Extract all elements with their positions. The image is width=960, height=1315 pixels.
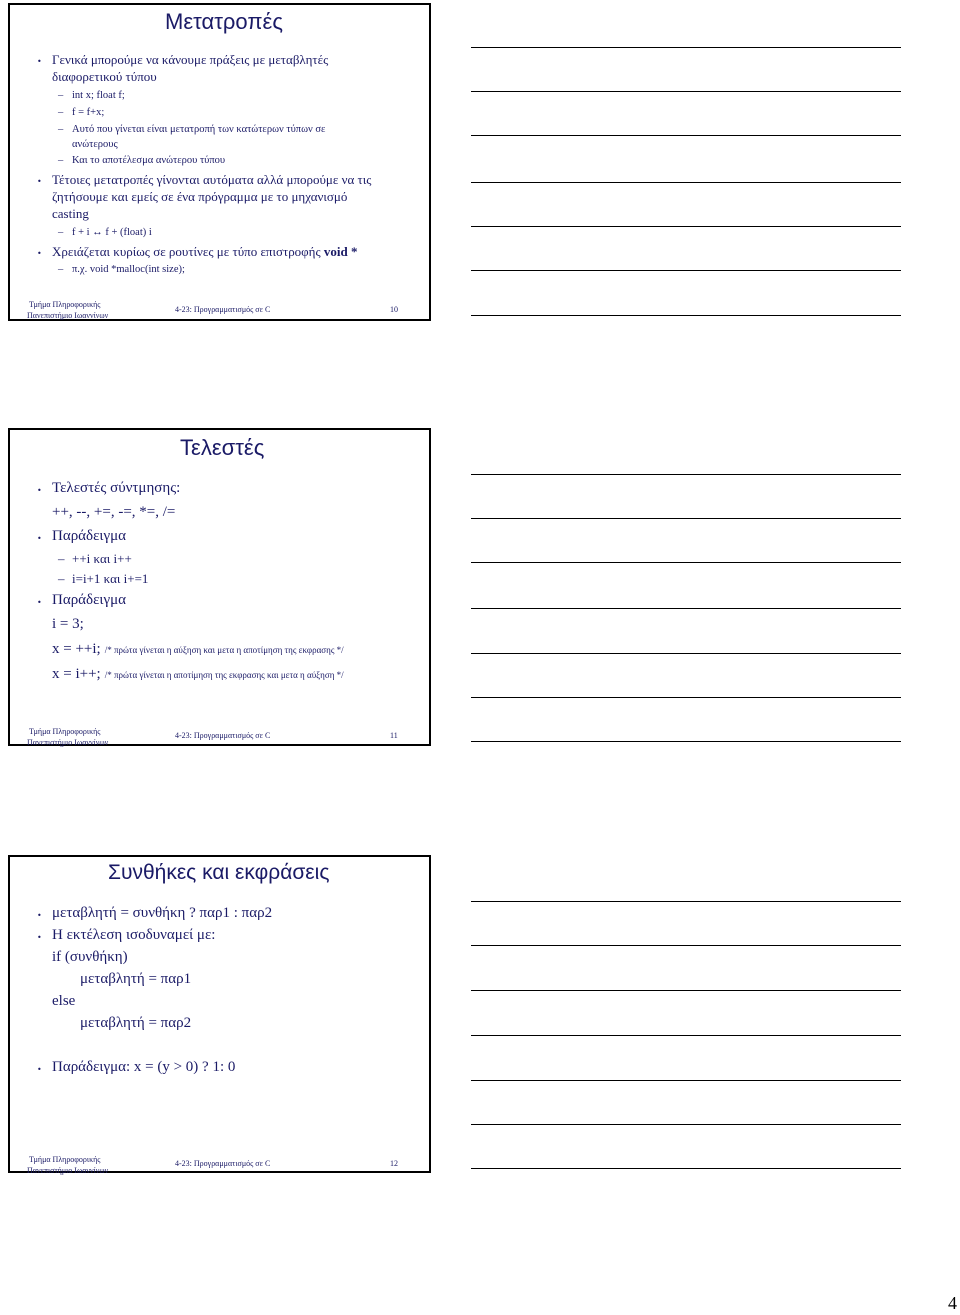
bullet-text: μεταβλητή = συνθήκη ? παρ1 : παρ2 [52, 905, 273, 921]
footer-course: 4-23: Προγραμματισμός σε C [175, 1159, 271, 1168]
bullet-icon: • [37, 911, 42, 920]
footer-dept: Τμήμα Πληροφορικής [29, 727, 101, 736]
sub-bullet-text: f + i ↔ f + (float) i [72, 227, 152, 238]
dash-icon: – [58, 155, 64, 166]
footer-univ: Πανεπιστήμιο Ιωαννίνων [27, 738, 109, 747]
code-line: if (συνθήκη) [52, 949, 128, 965]
notes-line [471, 47, 901, 48]
notes-line [471, 990, 901, 991]
bullet-icon: • [37, 249, 42, 258]
bullet-icon: • [37, 598, 42, 607]
code-line: μεταβλητή = παρ1 [80, 971, 192, 987]
code-line: i = 3; [52, 616, 84, 632]
sub-bullet-text: Αυτό που γίνεται είναι μετατροπή των κατώτερων τύπων σε [72, 124, 326, 135]
footer-slide-number: 12 [390, 1159, 398, 1168]
notes-line [471, 1080, 901, 1081]
page-number: 4 [948, 1293, 957, 1313]
sub-bullet-text: Και το αποτέλεσμα ανώτερου τύπου [72, 155, 226, 166]
dash-icon: – [58, 227, 64, 238]
notes-line [471, 901, 901, 902]
slide-conditions [8, 855, 431, 1173]
notes-line [471, 1168, 901, 1169]
slide-title: Μετατροπές [165, 9, 283, 34]
notes-line [471, 135, 901, 136]
dash-icon: – [58, 107, 64, 118]
notes-line [471, 945, 901, 946]
dash-icon: – [58, 90, 64, 101]
dash-icon: – [58, 571, 65, 586]
notes-line [471, 653, 901, 654]
bullet-icon: • [37, 177, 42, 186]
footer-course: 4-23: Προγραμματισμός σε C [175, 731, 271, 740]
sub-bullet-text: ++i και i++ [72, 551, 132, 566]
code-line: else [52, 993, 76, 1009]
code-line [52, 640, 344, 658]
sub-bullet-text: ανώτερους [72, 139, 118, 150]
notes-line [471, 1035, 901, 1036]
bullet-text: Παράδειγμα: x = (y > 0) ? 1: 0 [52, 1059, 236, 1075]
notes-line [471, 182, 901, 183]
notes-line [471, 91, 901, 92]
sub-bullet-text: int x; float f; [72, 90, 125, 101]
bullet-icon: • [37, 534, 42, 543]
bullet-icon: • [37, 1065, 42, 1074]
bullet-text-part: Χρειάζεται κυρίως σε ρουτίνες με τύπο επιστροφής [52, 244, 324, 259]
footer-slide-number: 11 [390, 731, 398, 740]
notes-line [471, 270, 901, 271]
notes-line [471, 1124, 901, 1125]
notes-line [471, 741, 901, 742]
slide-title: Συνθήκες και εκφράσεις [108, 861, 330, 884]
notes-line [471, 315, 901, 316]
bullet-text: ++, --, +=, -=, *=, /= [52, 504, 176, 520]
notes-line [471, 518, 901, 519]
code-comment: /* πρώτα γίνεται η αύξηση και μετα η αποτίμηση της εκφρασης */ [104, 645, 344, 655]
footer-slide-number: 10 [390, 305, 398, 314]
dash-icon: – [58, 264, 64, 275]
notes-line [471, 474, 901, 475]
bullet-text: Τελεστές σύντμησης: [52, 480, 181, 496]
slide-operators [8, 428, 431, 746]
bullet-text: Γενικά μπορούμε να κάνουμε πράξεις με μεταβλητές [52, 52, 329, 67]
sub-bullet-text: f = f+x; [72, 107, 105, 118]
code-line: μεταβλητή = παρ2 [80, 1015, 192, 1031]
slide-title: Τελεστές [180, 435, 265, 460]
notes-line [471, 608, 901, 609]
bullet-text: casting [52, 206, 89, 221]
bullet-text: Παράδειγμα [52, 592, 126, 608]
notes-line [471, 697, 901, 698]
bullet-icon: • [37, 933, 42, 942]
footer-course: 4-23: Προγραμματισμός σε C [175, 305, 271, 314]
notes-line [471, 562, 901, 563]
code-comment: /* πρώτα γίνεται η αποτίμηση της εκφρασης και μετα η αύξηση */ [104, 670, 344, 680]
slide-conversions [8, 3, 431, 321]
bullet-text-bold: void * [323, 244, 358, 259]
bullet-text: Η εκτέλεση ισοδυναμεί με: [52, 927, 216, 943]
footer-univ: Πανεπιστήμιο Ιωαννίνων [27, 311, 109, 320]
bullet-text: ζητήσουμε και εμείς σε ένα πρόγραμμα με το μηχανισμό [52, 189, 348, 204]
sub-bullet-text: π.χ. void *malloc(int size); [72, 264, 185, 275]
bullet-icon: • [37, 486, 42, 495]
code-line [52, 665, 344, 683]
code-text: x = i++; [52, 666, 101, 682]
bullet-icon: • [37, 57, 42, 66]
sub-bullet-text: i=i+1 και i+=1 [72, 571, 149, 586]
bullet-text: διαφορετικού τύπου [52, 69, 157, 84]
footer-univ: Πανεπιστήμιο Ιωαννίνων [27, 1166, 109, 1175]
footer-dept: Τμήμα Πληροφορικής [29, 300, 101, 309]
dash-icon: – [58, 551, 65, 566]
footer-dept: Τμήμα Πληροφορικής [29, 1155, 101, 1164]
dash-icon: – [58, 124, 64, 135]
code-text: x = ++i; [52, 641, 101, 657]
bullet-text: Τέτοιες μετατροπές γίνονται αυτόματα αλλά μπορούμε να τις [52, 172, 372, 187]
bullet-text [52, 244, 357, 260]
bullet-text: Παράδειγμα [52, 528, 126, 544]
notes-line [471, 226, 901, 227]
